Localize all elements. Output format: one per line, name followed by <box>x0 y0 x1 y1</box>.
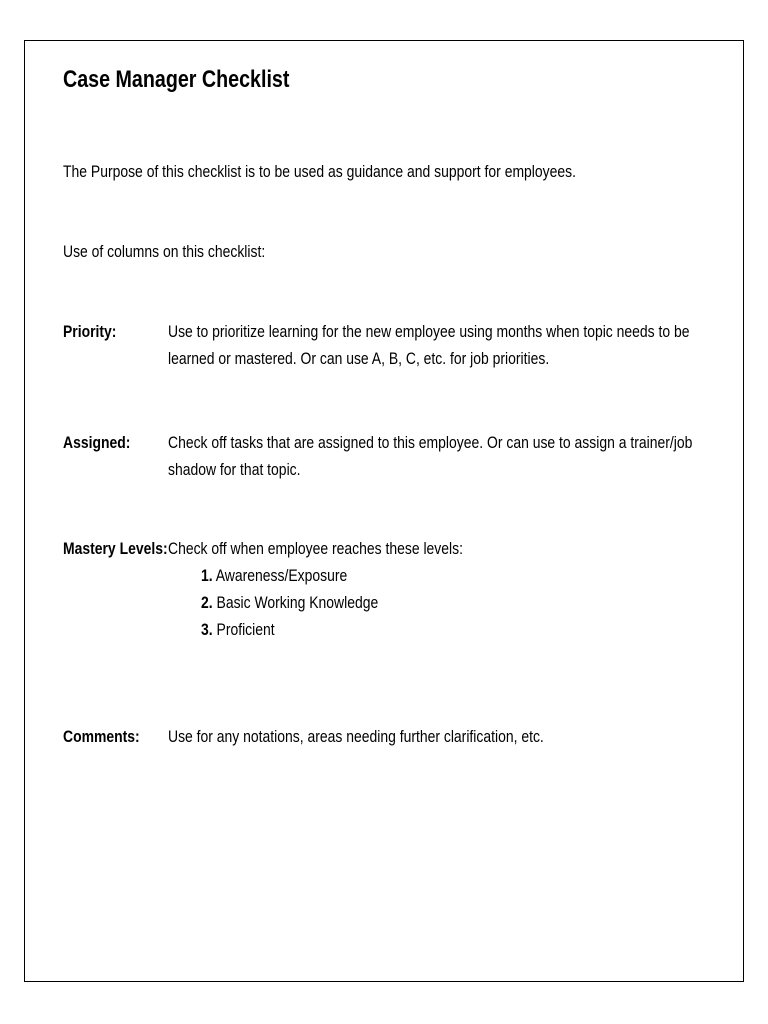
comments-description <box>168 727 626 747</box>
comments-description-text: Use for any notations, areas needing further clarification, etc. <box>168 727 544 746</box>
mastery-level-label: Proficient <box>216 620 275 639</box>
mastery-level-item <box>201 620 291 640</box>
document-title <box>63 66 339 94</box>
mastery-level-item <box>201 593 417 613</box>
purpose-text: The Purpose of this checklist is to be used as guidance and support for employees. <box>63 162 576 181</box>
priority-description-line: learned or mastered. Or can use A, B, C, etc. for job priorities. <box>168 349 550 368</box>
mastery-levels-description-text: Check off when employee reaches these levels: <box>168 539 463 558</box>
comments-term-text: Comments: <box>63 727 140 746</box>
comments-term <box>63 727 157 747</box>
mastery-levels-description <box>168 539 528 559</box>
mastery-level-label: Awareness/Exposure <box>215 566 348 585</box>
assigned-term-text: Assigned: <box>63 433 131 452</box>
mastery-level-label: Basic Working Knowledge <box>216 593 379 612</box>
assigned-description-line: Check off tasks that are assigned to this employee. Or can use to assign a trainer/job <box>168 433 693 452</box>
mastery-levels-term-text: Mastery Levels: <box>63 539 168 558</box>
mastery-level-item <box>201 566 379 586</box>
mastery-level-number: 3. <box>201 620 213 639</box>
priority-description-line: Use to prioritize learning for the new employee using months when topic needs to be <box>168 322 690 341</box>
assigned-term <box>63 433 145 453</box>
mastery-level-number: 1. <box>201 566 213 585</box>
columns-intro <box>63 242 310 262</box>
priority-term-text: Priority: <box>63 322 117 341</box>
priority-term <box>63 322 128 342</box>
document-title-text: Case Manager Checklist <box>63 66 290 93</box>
columns-intro-text: Use of columns on this checklist: <box>63 242 266 261</box>
mastery-level-number: 2. <box>201 593 213 612</box>
assigned-description-line: shadow for that topic. <box>168 460 301 479</box>
assigned-description <box>168 429 768 483</box>
priority-description <box>168 318 768 372</box>
purpose-paragraph <box>63 162 689 182</box>
